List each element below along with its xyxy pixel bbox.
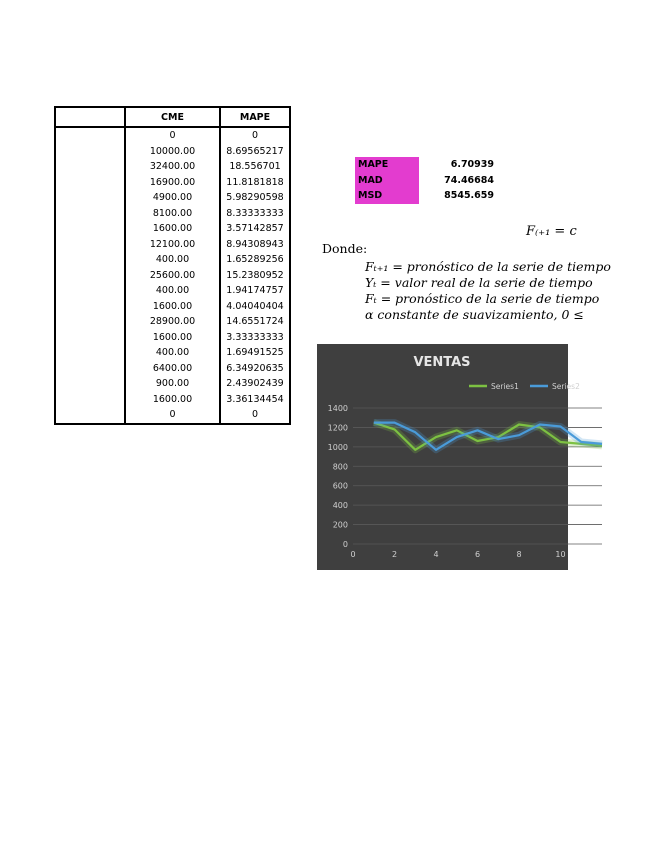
mape-cell: 0 xyxy=(220,127,290,144)
table-row xyxy=(55,283,290,299)
row-blank-cell xyxy=(55,252,125,268)
cme-cell: 10000.00 xyxy=(125,144,220,160)
cme-cell: 6400.00 xyxy=(125,361,220,377)
cme-cell: 0 xyxy=(125,127,220,144)
mape-cell: 4.04040404 xyxy=(220,299,290,315)
y-tick-label: 200 xyxy=(332,520,348,530)
header-mape: MAPE xyxy=(220,107,290,127)
chart-title: VENTAS xyxy=(413,355,471,370)
table-row xyxy=(55,159,290,175)
table-row xyxy=(55,268,290,284)
x-tick-label: 10 xyxy=(555,550,566,559)
summary-row-mape xyxy=(355,157,494,173)
row-blank-cell xyxy=(55,392,125,408)
y-tick-label: 600 xyxy=(332,481,348,491)
table-row xyxy=(55,175,290,191)
y-tick-label: 1400 xyxy=(327,404,348,413)
row-blank-cell xyxy=(55,330,125,346)
table-header-row xyxy=(55,107,290,127)
row-blank-cell xyxy=(55,144,125,160)
mape-cell: 1.69491525 xyxy=(220,345,290,361)
mape-cell: 0 xyxy=(220,407,290,424)
cme-cell: 28900.00 xyxy=(125,314,220,330)
mape-cell: 8.33333333 xyxy=(220,206,290,222)
mape-cell: 1.65289256 xyxy=(220,252,290,268)
table-row xyxy=(55,361,290,377)
mape-cell: 8.69565217 xyxy=(220,144,290,160)
ventas-chart xyxy=(317,344,580,570)
x-tick-label: 8 xyxy=(516,550,522,559)
table-body xyxy=(55,127,290,424)
table-row xyxy=(55,252,290,268)
summary-label: MAPE xyxy=(355,157,419,173)
mape-cell: 3.33333333 xyxy=(220,330,290,346)
y-tick-label: 1200 xyxy=(327,423,348,433)
formula-line: α constante de suavizamiento, 0 ≤ xyxy=(365,307,584,322)
x-tick-label: 4 xyxy=(433,550,439,559)
table-row xyxy=(55,314,290,330)
x-tick-label: 6 xyxy=(474,550,481,559)
summary-row-msd xyxy=(355,188,494,204)
mape-cell: 18.556701 xyxy=(220,159,290,175)
table-row xyxy=(55,237,290,253)
cme-cell: 12100.00 xyxy=(125,237,220,253)
table-row xyxy=(55,407,290,424)
x-tick-label: 2 xyxy=(391,550,398,559)
cme-cell: 32400.00 xyxy=(125,159,220,175)
table-row xyxy=(55,127,290,144)
mape-cell: 3.57142857 xyxy=(220,221,290,237)
formula-line: Fₜ = pronóstico de la serie de tiempo xyxy=(365,291,600,306)
mape-cell: 11.8181818 xyxy=(220,175,290,191)
row-blank-cell xyxy=(55,283,125,299)
summary-value: 8545.659 xyxy=(444,190,494,202)
row-blank-cell xyxy=(55,237,125,253)
formula-donde: Donde: xyxy=(322,241,368,256)
row-blank-cell xyxy=(55,159,125,175)
cme-cell: 8100.00 xyxy=(125,206,220,222)
row-blank-cell xyxy=(55,314,125,330)
formula-line: Yₜ = valor real de la serie de tiempo xyxy=(365,275,593,290)
summary-value: 6.70939 xyxy=(450,159,494,171)
row-blank-cell xyxy=(55,268,125,284)
summary-value: 74.46684 xyxy=(444,174,494,186)
mape-cell: 15.2380952 xyxy=(220,268,290,284)
formula-block xyxy=(320,220,611,330)
cme-cell: 1600.00 xyxy=(125,299,220,315)
y-tick-label: 400 xyxy=(332,501,348,511)
cme-cell: 400.00 xyxy=(125,345,220,361)
error-table xyxy=(54,106,291,425)
formula-line: Fₜ₊₁ = pronóstico de la serie de tiempo xyxy=(365,259,611,274)
cme-cell: 4900.00 xyxy=(125,190,220,206)
table-row xyxy=(55,144,290,160)
cme-cell: 1600.00 xyxy=(125,392,220,408)
row-blank-cell xyxy=(55,175,125,191)
row-blank-cell xyxy=(55,407,125,424)
summary-label: MSD xyxy=(355,188,419,204)
y-tick-label: 1000 xyxy=(327,442,348,452)
cme-cell: 400.00 xyxy=(125,252,220,268)
row-blank-cell xyxy=(55,127,125,144)
mape-cell: 6.34920635 xyxy=(220,361,290,377)
summary-row-mad xyxy=(355,173,494,189)
row-blank-cell xyxy=(55,345,125,361)
row-blank-cell xyxy=(55,376,125,392)
cme-cell: 900.00 xyxy=(125,376,220,392)
mape-cell: 8.94308943 xyxy=(220,237,290,253)
cme-cell: 400.00 xyxy=(125,283,220,299)
formula-equation: F₍₊₁ = c xyxy=(526,224,577,239)
table-row xyxy=(55,345,290,361)
cme-cell: 1600.00 xyxy=(125,330,220,346)
row-blank-cell xyxy=(55,206,125,222)
table-row xyxy=(55,206,290,222)
mape-cell: 1.94174757 xyxy=(220,283,290,299)
mape-cell: 2.43902439 xyxy=(220,376,290,392)
legend-label: Series2 xyxy=(552,382,580,391)
header-blank xyxy=(55,107,125,127)
mape-cell: 3.36134454 xyxy=(220,392,290,408)
table-row xyxy=(55,190,290,206)
legend-label: Series1 xyxy=(491,382,519,391)
table-row xyxy=(55,221,290,237)
row-blank-cell xyxy=(55,190,125,206)
table-row xyxy=(55,376,290,392)
header-cme: CME xyxy=(125,107,220,127)
y-tick-label: 0 xyxy=(342,540,348,549)
summary-block xyxy=(355,157,494,204)
x-tick-label: 0 xyxy=(350,550,356,559)
row-blank-cell xyxy=(55,361,125,377)
table-row xyxy=(55,330,290,346)
mape-cell: 14.6551724 xyxy=(220,314,290,330)
row-blank-cell xyxy=(55,221,125,237)
cme-cell: 1600.00 xyxy=(125,221,220,237)
row-blank-cell xyxy=(55,299,125,315)
summary-label: MAD xyxy=(355,173,419,189)
chart-svg xyxy=(317,344,580,570)
mape-cell: 5.98290598 xyxy=(220,190,290,206)
y-tick-label: 800 xyxy=(332,462,348,472)
table-row xyxy=(55,299,290,315)
table-row xyxy=(55,392,290,408)
cme-cell: 25600.00 xyxy=(125,268,220,284)
cme-cell: 0 xyxy=(125,407,220,424)
cme-cell: 16900.00 xyxy=(125,175,220,191)
